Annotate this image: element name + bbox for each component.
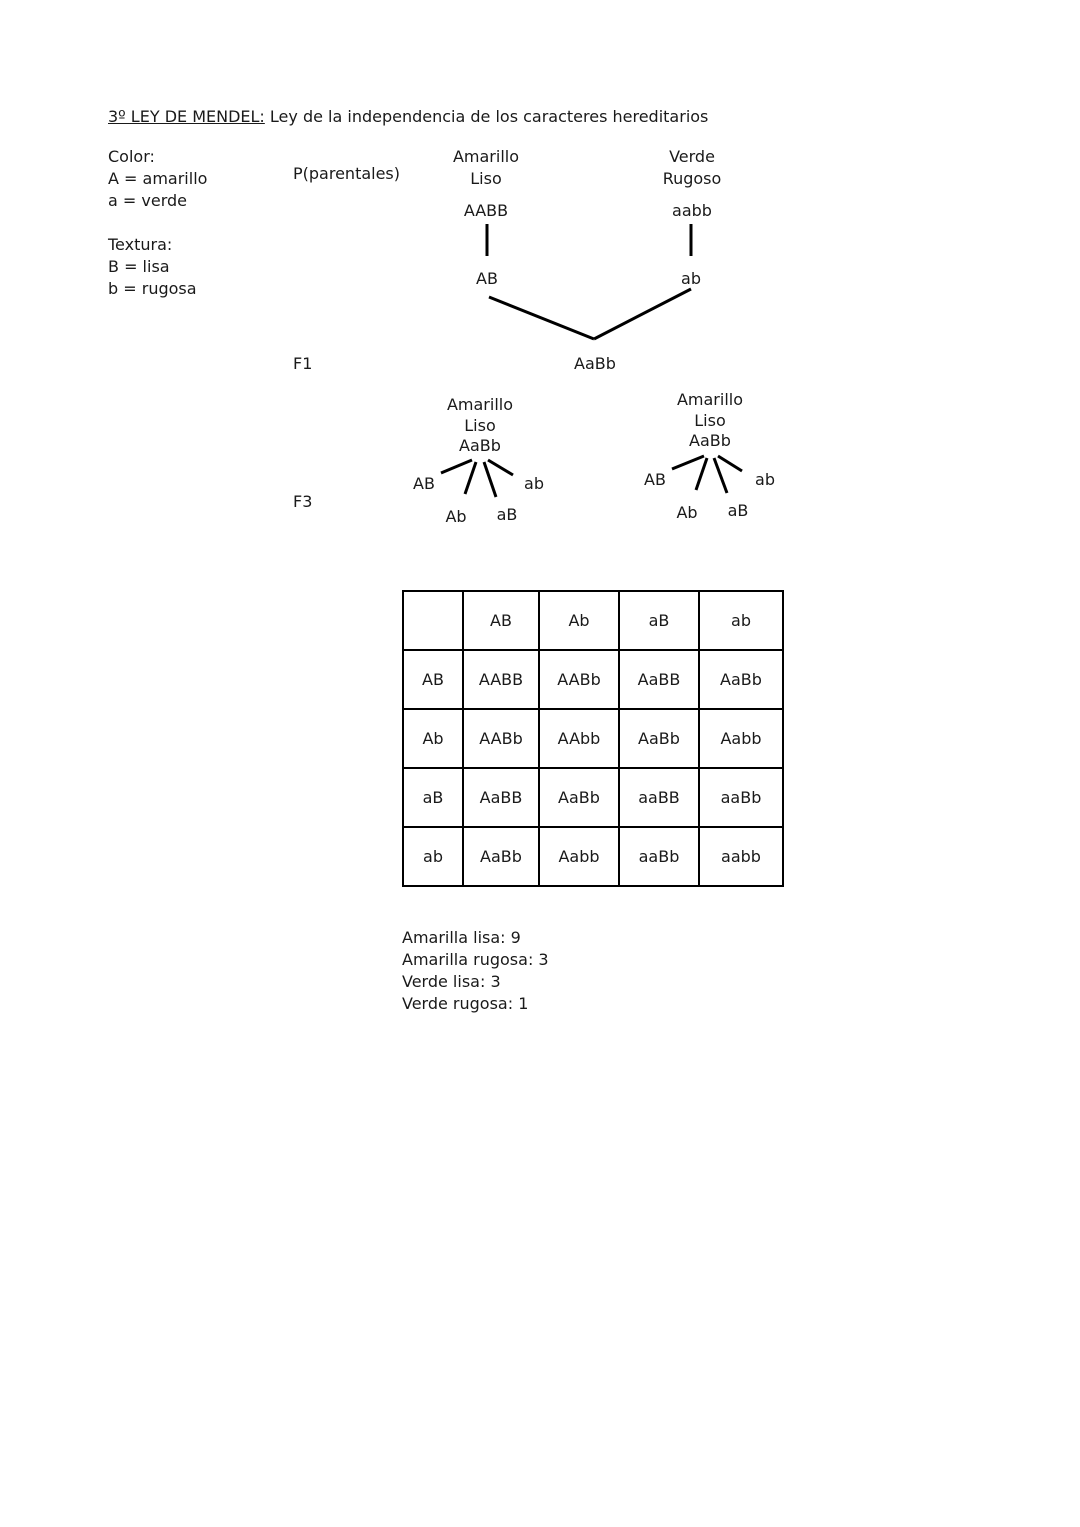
punnett-cell: AaBb [463, 827, 539, 886]
f3-left-phenotype-color: Amarillo [446, 395, 514, 414]
punnett-row [403, 650, 783, 709]
texture-recessive: b = rugosa [108, 279, 197, 298]
f3-right-gamete-Ab: Ab [676, 503, 698, 522]
cross-line-left [489, 297, 594, 339]
f3-left-branch-3 [484, 462, 496, 497]
punnett-cell: AaBb [619, 709, 699, 768]
punnett-col-header: aB [619, 591, 699, 650]
f3-right-branch-2 [696, 458, 707, 490]
f3-right-genotype: AaBb [689, 431, 731, 450]
punnett-corner-cell [403, 591, 463, 650]
parent1-gamete: AB [476, 269, 498, 288]
punnett-cell: aaBB [619, 768, 699, 827]
color-dominant: A = amarillo [108, 169, 208, 188]
f3-right-branch-1 [672, 456, 704, 469]
punnett-row-header: aB [403, 768, 463, 827]
punnett-row [403, 709, 783, 768]
f3-left-gamete-aB: aB [496, 505, 518, 524]
parent1-phenotype-color: Amarillo [452, 147, 520, 166]
punnett-col-header: ab [699, 591, 783, 650]
label-parentales: P(parentales) [293, 164, 401, 183]
label-f1: F1 [293, 354, 313, 373]
f3-left-branch-2 [465, 462, 476, 494]
f3-right-phenotype-texture: Liso [694, 411, 726, 430]
punnett-cell: AABb [463, 709, 539, 768]
f3-left-gamete-Ab: Ab [445, 507, 467, 526]
punnett-row-header: Ab [403, 709, 463, 768]
f3-right-gamete-AB: AB [644, 470, 666, 489]
f3-left-gamete-ab: ab [524, 474, 544, 493]
f3-left-phenotype-texture: Liso [464, 416, 496, 435]
f3-right-phenotype-color: Amarillo [676, 390, 744, 409]
punnett-row-header: ab [403, 827, 463, 886]
f3-left-gamete-AB: AB [413, 474, 435, 493]
parent2-phenotype-texture: Rugoso [662, 169, 722, 188]
punnett-cell: AABB [463, 650, 539, 709]
punnett-cell: aaBb [699, 768, 783, 827]
title-rest: Ley de la independencia de los caracteres hereditarios [264, 107, 709, 126]
f3-right-gamete-aB: aB [727, 501, 749, 520]
punnett-row [403, 768, 783, 827]
cross-line-right [594, 289, 691, 339]
f3-left-genotype: AaBb [459, 436, 501, 455]
parent2-phenotype-color: Verde [669, 147, 715, 166]
texture-dominant: B = lisa [108, 257, 170, 276]
parent2-gamete: ab [681, 269, 701, 288]
punnett-cell: aaBb [619, 827, 699, 886]
punnett-row-header: AB [403, 650, 463, 709]
punnett-col-header: AB [463, 591, 539, 650]
result-green-wrinkled: Verde rugosa: 1 [402, 994, 529, 1013]
punnett-cell: AaBB [619, 650, 699, 709]
parent1-genotype: AABB [463, 201, 509, 220]
color-recessive: a = verde [108, 191, 187, 210]
color-heading: Color: [108, 147, 155, 166]
punnett-cell: AaBB [463, 768, 539, 827]
punnett-cell: AAbb [539, 709, 619, 768]
parent1-phenotype-texture: Liso [470, 169, 502, 188]
punnett-cell: Aabb [539, 827, 619, 886]
result-green-smooth: Verde lisa: 3 [402, 972, 501, 991]
f1-genotype: AaBb [574, 354, 616, 373]
punnett-row [403, 827, 783, 886]
f3-right-branch-3 [714, 458, 727, 493]
f3-left-branch-1 [441, 460, 472, 473]
result-yellow-wrinkled: Amarilla rugosa: 3 [402, 950, 549, 969]
punnett-cell: AaBb [699, 650, 783, 709]
phenotype-results [402, 927, 549, 1015]
punnett-col-header: Ab [539, 591, 619, 650]
punnett-square [402, 590, 784, 887]
f3-right-gamete-ab: ab [755, 470, 775, 489]
title-prefix: 3º LEY DE MENDEL: [108, 107, 265, 126]
label-f3: F3 [293, 492, 313, 511]
result-yellow-smooth: Amarilla lisa: 9 [402, 928, 521, 947]
punnett-header-row [403, 591, 783, 650]
punnett-cell: AaBb [539, 768, 619, 827]
punnett-cell: AABb [539, 650, 619, 709]
f3-right-branch-4 [718, 456, 742, 471]
f3-left-branch-4 [488, 460, 513, 475]
parent2-genotype: aabb [672, 201, 712, 220]
texture-heading: Textura: [108, 235, 173, 254]
punnett-cell: aabb [699, 827, 783, 886]
punnett-cell: Aabb [699, 709, 783, 768]
